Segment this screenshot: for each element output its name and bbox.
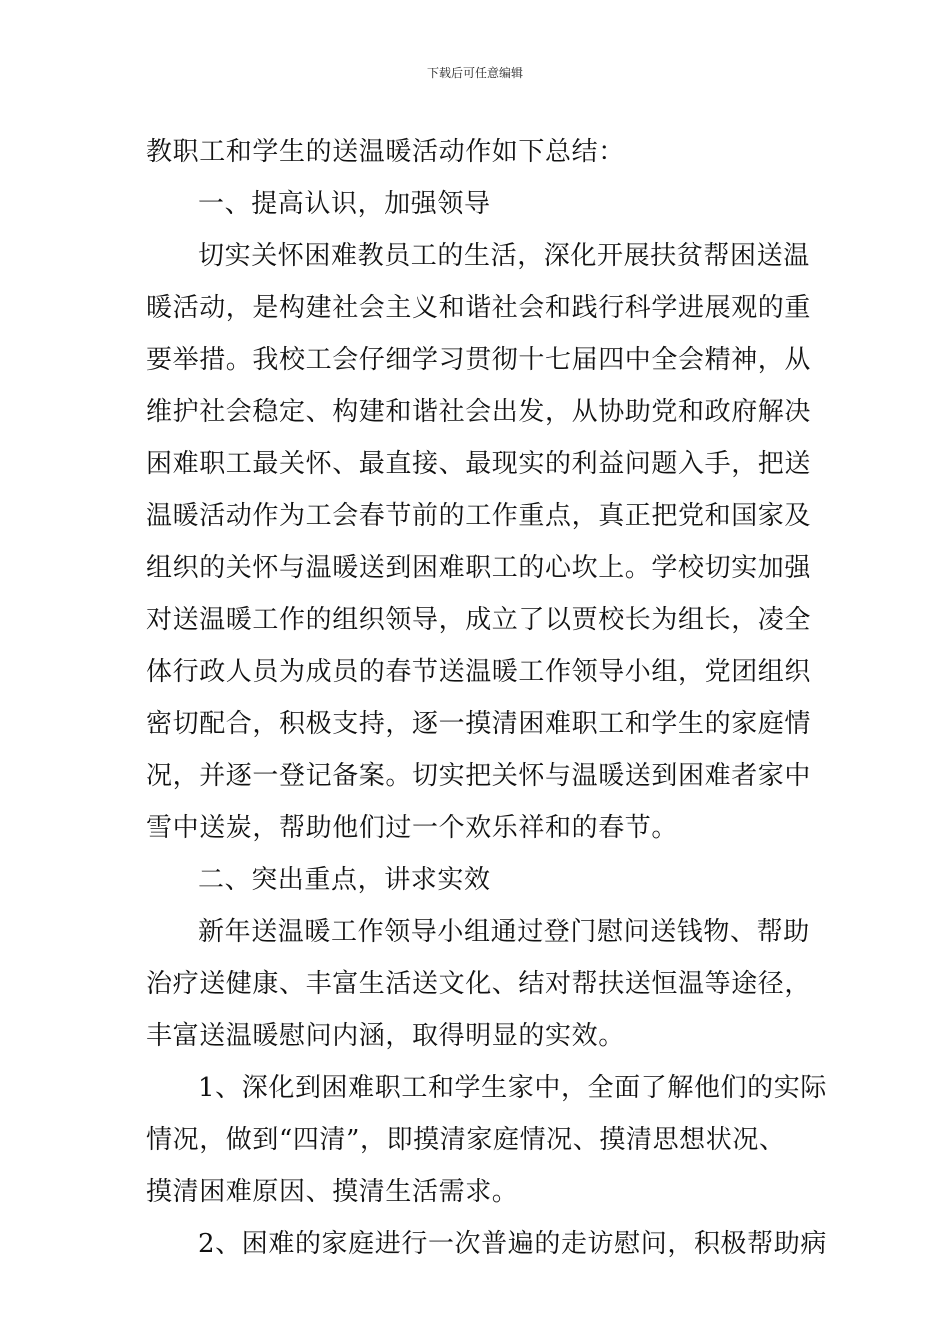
text-line: 2、困难的家庭进行一次普遍的走访慰问，积极帮助病 <box>198 1229 827 1259</box>
text-line: 二、突出重点，讲求实效 <box>198 865 491 895</box>
text-line: 体行政人员为成员的春节送温暖工作领导小组，党团组织 <box>146 657 812 687</box>
text-line: 维护社会稳定、构建和谐社会出发，从协助党和政府解决 <box>146 397 812 427</box>
page-header: 下载后可任意编辑 <box>426 66 523 80</box>
text-line: 温暖活动作为工会春节前的工作重点，真正把党和国家及 <box>146 501 812 531</box>
text-line: 摸清困难原因、摸清生活需求。 <box>146 1177 519 1207</box>
text-line: 对送温暖工作的组织领导，成立了以贾校长为组长，凌全 <box>146 605 812 635</box>
text-line: 密切配合，积极支持，逐一摸清困难职工和学生的家庭情 <box>146 709 812 739</box>
text-line: 要举措。我校工会仔细学习贯彻十七届四中全会精神，从 <box>146 345 812 375</box>
text-line: 丰富送温暖慰问内涵，取得明显的实效。 <box>146 1021 625 1051</box>
text-line: 暖活动，是构建社会主义和谐社会和践行科学进展观的重 <box>146 293 812 323</box>
text-line: 治疗送健康、丰富生活送文化、结对帮扶送恒温等途径， <box>146 969 812 999</box>
document-body <box>146 126 827 1270</box>
text-line: 教职工和学生的送温暖活动作如下总结： <box>146 137 625 167</box>
text-line: 切实关怀困难教员工的生活，深化开展扶贫帮困送温 <box>198 241 810 271</box>
text-line: 况，并逐一登记备案。切实把关怀与温暖送到困难者家中 <box>146 761 812 791</box>
text-line: 情况，做到“四清”，即摸清家庭情况、摸清思想状况、 <box>146 1125 786 1155</box>
text-line: 组织的关怀与温暖送到困难职工的心坎上。学校切实加强 <box>146 553 812 583</box>
text-line: 雪中送炭，帮助他们过一个欢乐祥和的春节。 <box>146 813 679 843</box>
text-line: 1、深化到困难职工和学生家中，全面了解他们的实际 <box>198 1073 827 1103</box>
text-line: 一、提高认识，加强领导 <box>198 189 491 219</box>
text-line: 困难职工最关怀、最直接、最现实的利益问题入手，把送 <box>146 449 812 479</box>
text-line: 新年送温暖工作领导小组通过登门慰问送钱物、帮助 <box>198 917 810 947</box>
